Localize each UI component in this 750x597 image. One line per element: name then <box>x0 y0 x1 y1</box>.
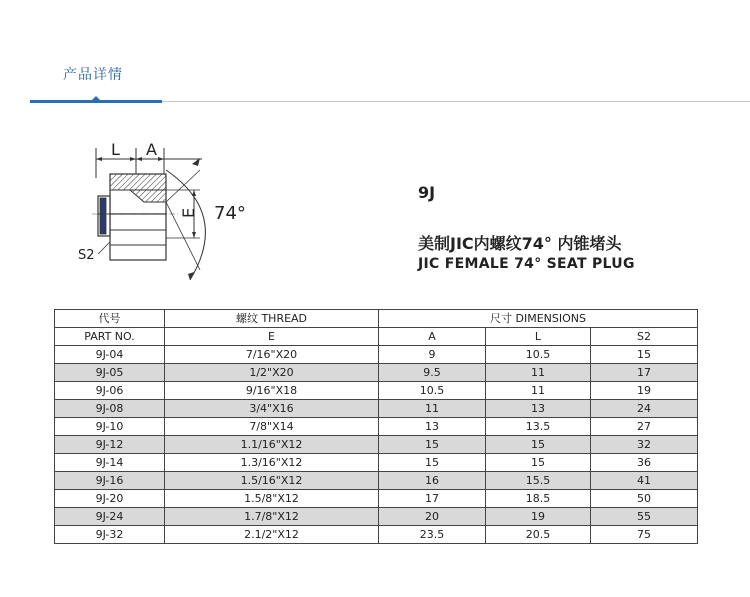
cell-dim-a: 23.5 <box>379 526 486 544</box>
cell-part-no: 9J-24 <box>55 508 165 526</box>
cell-dim-l: 13.5 <box>486 418 591 436</box>
table-row <box>55 472 698 490</box>
cell-thread: 7/16"X20 <box>165 346 379 364</box>
cell-thread: 1.1/16"X12 <box>165 436 379 454</box>
table-row <box>55 436 698 454</box>
cell-dim-s2: 75 <box>591 526 698 544</box>
product-code: 9J <box>418 183 436 202</box>
cell-dim-l: 15.5 <box>486 472 591 490</box>
header-col-E: E <box>165 328 379 346</box>
header-part-en: PART NO. <box>55 328 165 346</box>
table-row <box>55 346 698 364</box>
cell-thread: 1/2"X20 <box>165 364 379 382</box>
table-row <box>55 454 698 472</box>
cell-dim-a: 10.5 <box>379 382 486 400</box>
cell-dim-l: 13 <box>486 400 591 418</box>
cell-dim-a: 9 <box>379 346 486 364</box>
cell-dim-s2: 24 <box>591 400 698 418</box>
cell-dim-l: 11 <box>486 382 591 400</box>
cell-part-no: 9J-08 <box>55 400 165 418</box>
table-row <box>55 490 698 508</box>
cell-dim-a: 15 <box>379 454 486 472</box>
cell-dim-l: 10.5 <box>486 346 591 364</box>
cell-part-no: 9J-32 <box>55 526 165 544</box>
product-name-cn: 美制JIC内螺纹74° 内锥堵头 <box>418 234 622 253</box>
plug-technical-drawing <box>70 130 270 290</box>
header-accent-pointer <box>92 96 100 100</box>
cell-dim-l: 18.5 <box>486 490 591 508</box>
dim-label-A: A <box>146 140 157 159</box>
cell-dim-s2: 32 <box>591 436 698 454</box>
cell-thread: 1.7/8"X12 <box>165 508 379 526</box>
cell-dim-s2: 41 <box>591 472 698 490</box>
table-row <box>55 400 698 418</box>
cell-dim-l: 11 <box>486 364 591 382</box>
header-accent-bar <box>30 100 162 103</box>
cell-thread: 1.5/8"X12 <box>165 490 379 508</box>
section-title: 产品详情 <box>63 67 123 83</box>
table-row <box>55 508 698 526</box>
cell-dim-l: 15 <box>486 454 591 472</box>
cell-dim-a: 13 <box>379 418 486 436</box>
table-row <box>55 526 698 544</box>
cell-part-no: 9J-14 <box>55 454 165 472</box>
cell-thread: 1.3/16"X12 <box>165 454 379 472</box>
dim-label-L: L <box>111 140 120 159</box>
cell-part-no: 9J-20 <box>55 490 165 508</box>
spec-table <box>54 309 698 544</box>
cell-dim-a: 11 <box>379 400 486 418</box>
dim-label-S2: S2 <box>78 248 95 263</box>
cell-dim-l: 15 <box>486 436 591 454</box>
cell-part-no: 9J-04 <box>55 346 165 364</box>
header-thread: 螺纹 THREAD <box>165 310 379 328</box>
cell-dim-s2: 50 <box>591 490 698 508</box>
product-name-en: JIC FEMALE 74° SEAT PLUG <box>418 256 635 272</box>
cell-part-no: 9J-12 <box>55 436 165 454</box>
header-part-cn: 代号 <box>55 310 165 328</box>
cell-dim-a: 17 <box>379 490 486 508</box>
table-row <box>55 364 698 382</box>
cell-dim-s2: 17 <box>591 364 698 382</box>
cell-dim-a: 9.5 <box>379 364 486 382</box>
dim-label-angle: 74° <box>214 203 246 224</box>
cell-dim-l: 19 <box>486 508 591 526</box>
cell-dim-s2: 55 <box>591 508 698 526</box>
table-row <box>55 382 698 400</box>
cell-thread: 1.5/16"X12 <box>165 472 379 490</box>
cell-dim-a: 15 <box>379 436 486 454</box>
cell-part-no: 9J-06 <box>55 382 165 400</box>
dim-label-E: E <box>179 207 198 218</box>
header-col-L: L <box>486 328 591 346</box>
cell-thread: 7/8"X14 <box>165 418 379 436</box>
cell-part-no: 9J-05 <box>55 364 165 382</box>
cell-dim-s2: 19 <box>591 382 698 400</box>
cell-part-no: 9J-16 <box>55 472 165 490</box>
cell-dim-s2: 36 <box>591 454 698 472</box>
cell-dim-a: 16 <box>379 472 486 490</box>
cell-thread: 2.1/2"X12 <box>165 526 379 544</box>
cell-thread: 3/4"X16 <box>165 400 379 418</box>
cell-dim-l: 20.5 <box>486 526 591 544</box>
header-col-A: A <box>379 328 486 346</box>
cell-part-no: 9J-10 <box>55 418 165 436</box>
cell-dim-s2: 27 <box>591 418 698 436</box>
table-row <box>55 418 698 436</box>
header-dimensions: 尺寸 DIMENSIONS <box>379 310 698 328</box>
cell-thread: 9/16"X18 <box>165 382 379 400</box>
header-col-S2: S2 <box>591 328 698 346</box>
cell-dim-s2: 15 <box>591 346 698 364</box>
cell-dim-a: 20 <box>379 508 486 526</box>
